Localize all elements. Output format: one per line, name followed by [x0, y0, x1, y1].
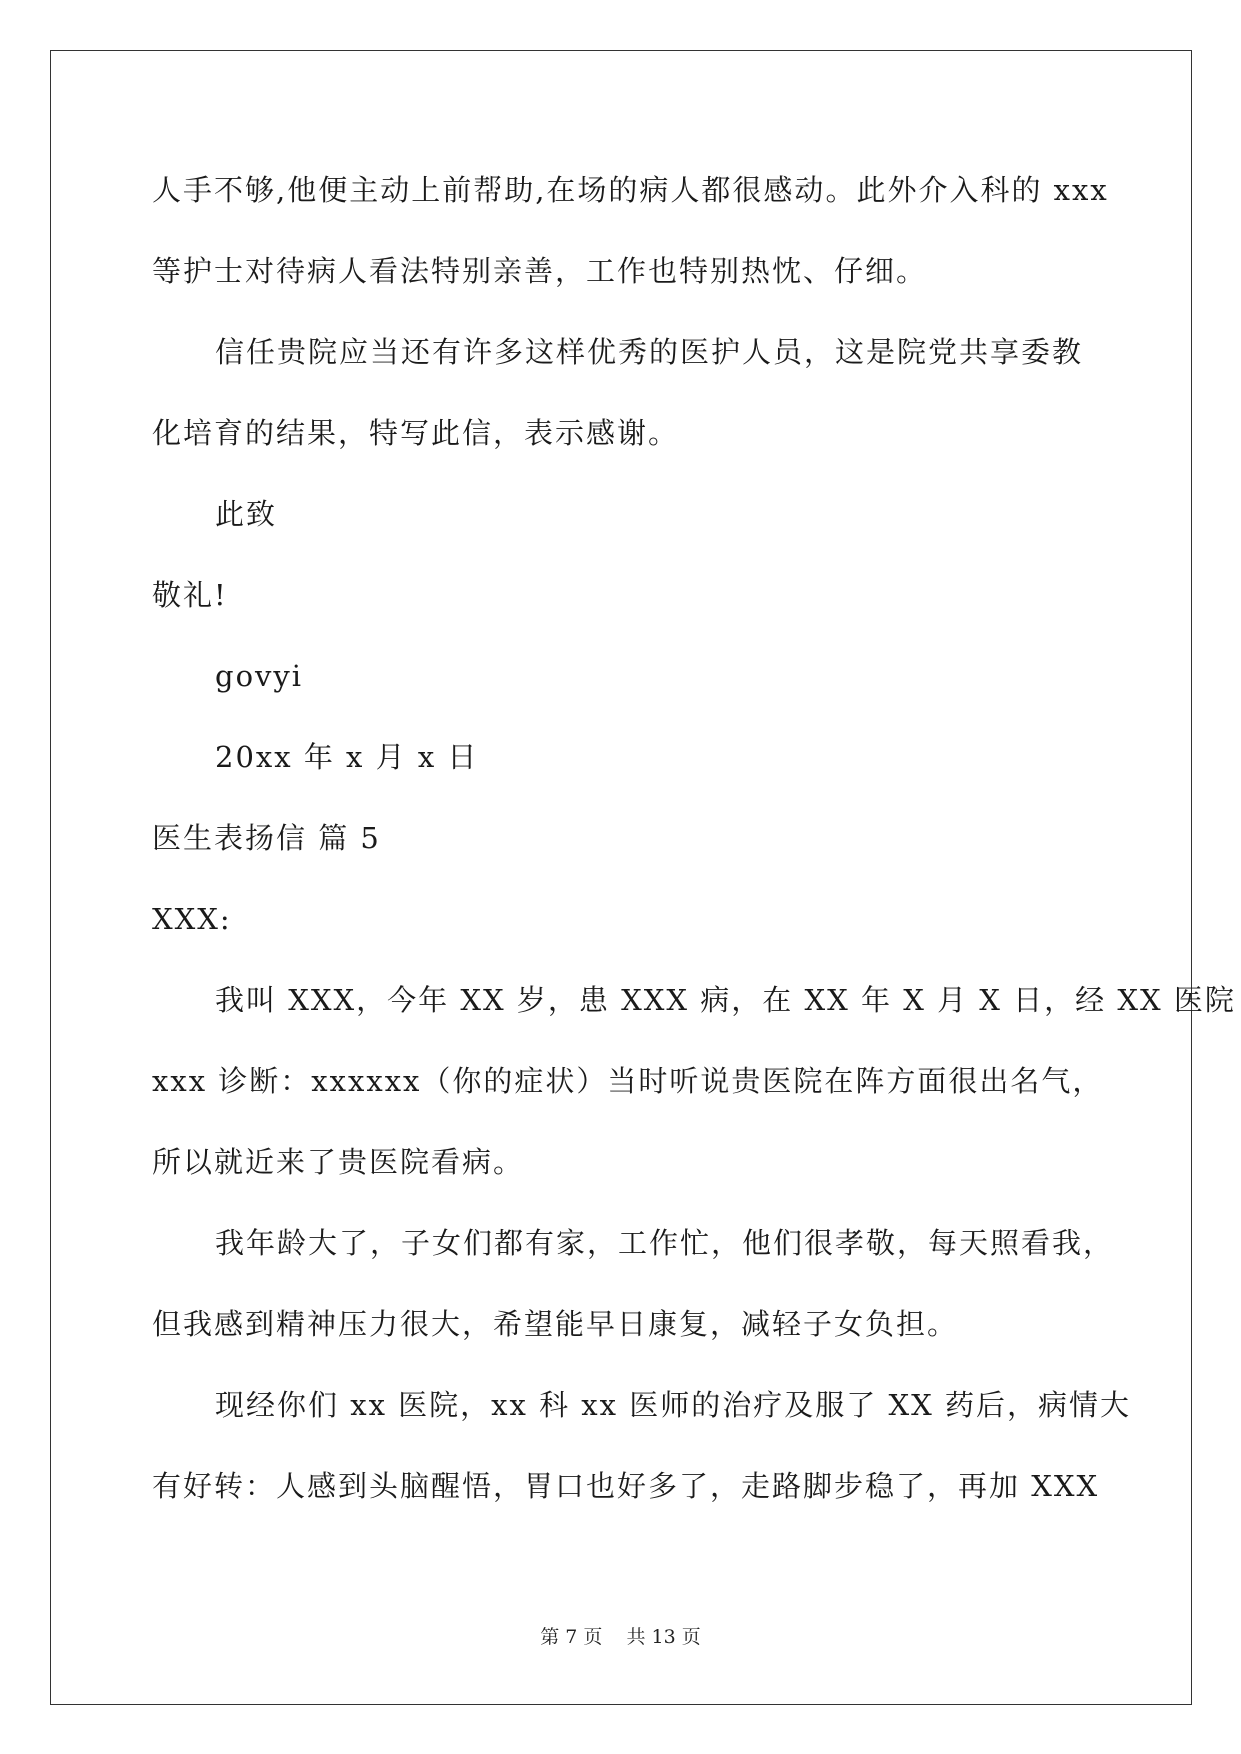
text-line: 所以就近来了贵医院看病。: [152, 1145, 525, 1179]
text-line: 我年龄大了，子女们都有家，工作忙，他们很孝敬，每天照看我，: [215, 1226, 1115, 1260]
text-line: 敬礼!: [152, 578, 228, 612]
text-line: 我叫 XXX，今年 XX 岁，患 XXX 病，在 XX 年 X 月 X 日，经 XX 医院: [215, 983, 1236, 1017]
text-line: 但我感到精神压力很大，希望能早日康复，减轻子女负担。: [152, 1307, 959, 1341]
document-body: [152, 150, 1236, 1527]
page-footer: [0, 1622, 1241, 1649]
page-number-current: 第 7 页: [540, 1626, 603, 1648]
text-line: 医生表扬信 篇 5: [152, 821, 381, 855]
text-line: 信任贵院应当还有许多这样优秀的医护人员，这是院党共享委教: [215, 335, 1084, 369]
text-line: 现经你们 xx 医院，xx 科 xx 医师的治疗及服了 XX 药后，病情大: [215, 1388, 1131, 1422]
text-line: 等护士对待病人看法特别亲善，工作也特别热忱、仔细。: [152, 254, 928, 288]
text-line: xxx 诊断：xxxxxx（你的症状）当时听说贵医院在阵方面很出名气，: [152, 1064, 1104, 1098]
text-line: 此致: [215, 497, 278, 531]
text-line: govyi: [215, 659, 304, 693]
text-line: 化培育的结果，特写此信，表示感谢。: [152, 416, 680, 450]
text-line: 人手不够,他便主动上前帮助,在场的病人都很感动。此外介入科的 xxx: [152, 173, 1109, 207]
text-line: 20xx 年 x 月 x 日: [215, 740, 479, 774]
page-number-total: 共 13 页: [626, 1626, 701, 1648]
text-line: 有好转：人感到头脑醒悟，胃口也好多了，走路脚步稳了，再加 XXX: [152, 1469, 1100, 1503]
text-line: XXX:: [152, 902, 232, 936]
